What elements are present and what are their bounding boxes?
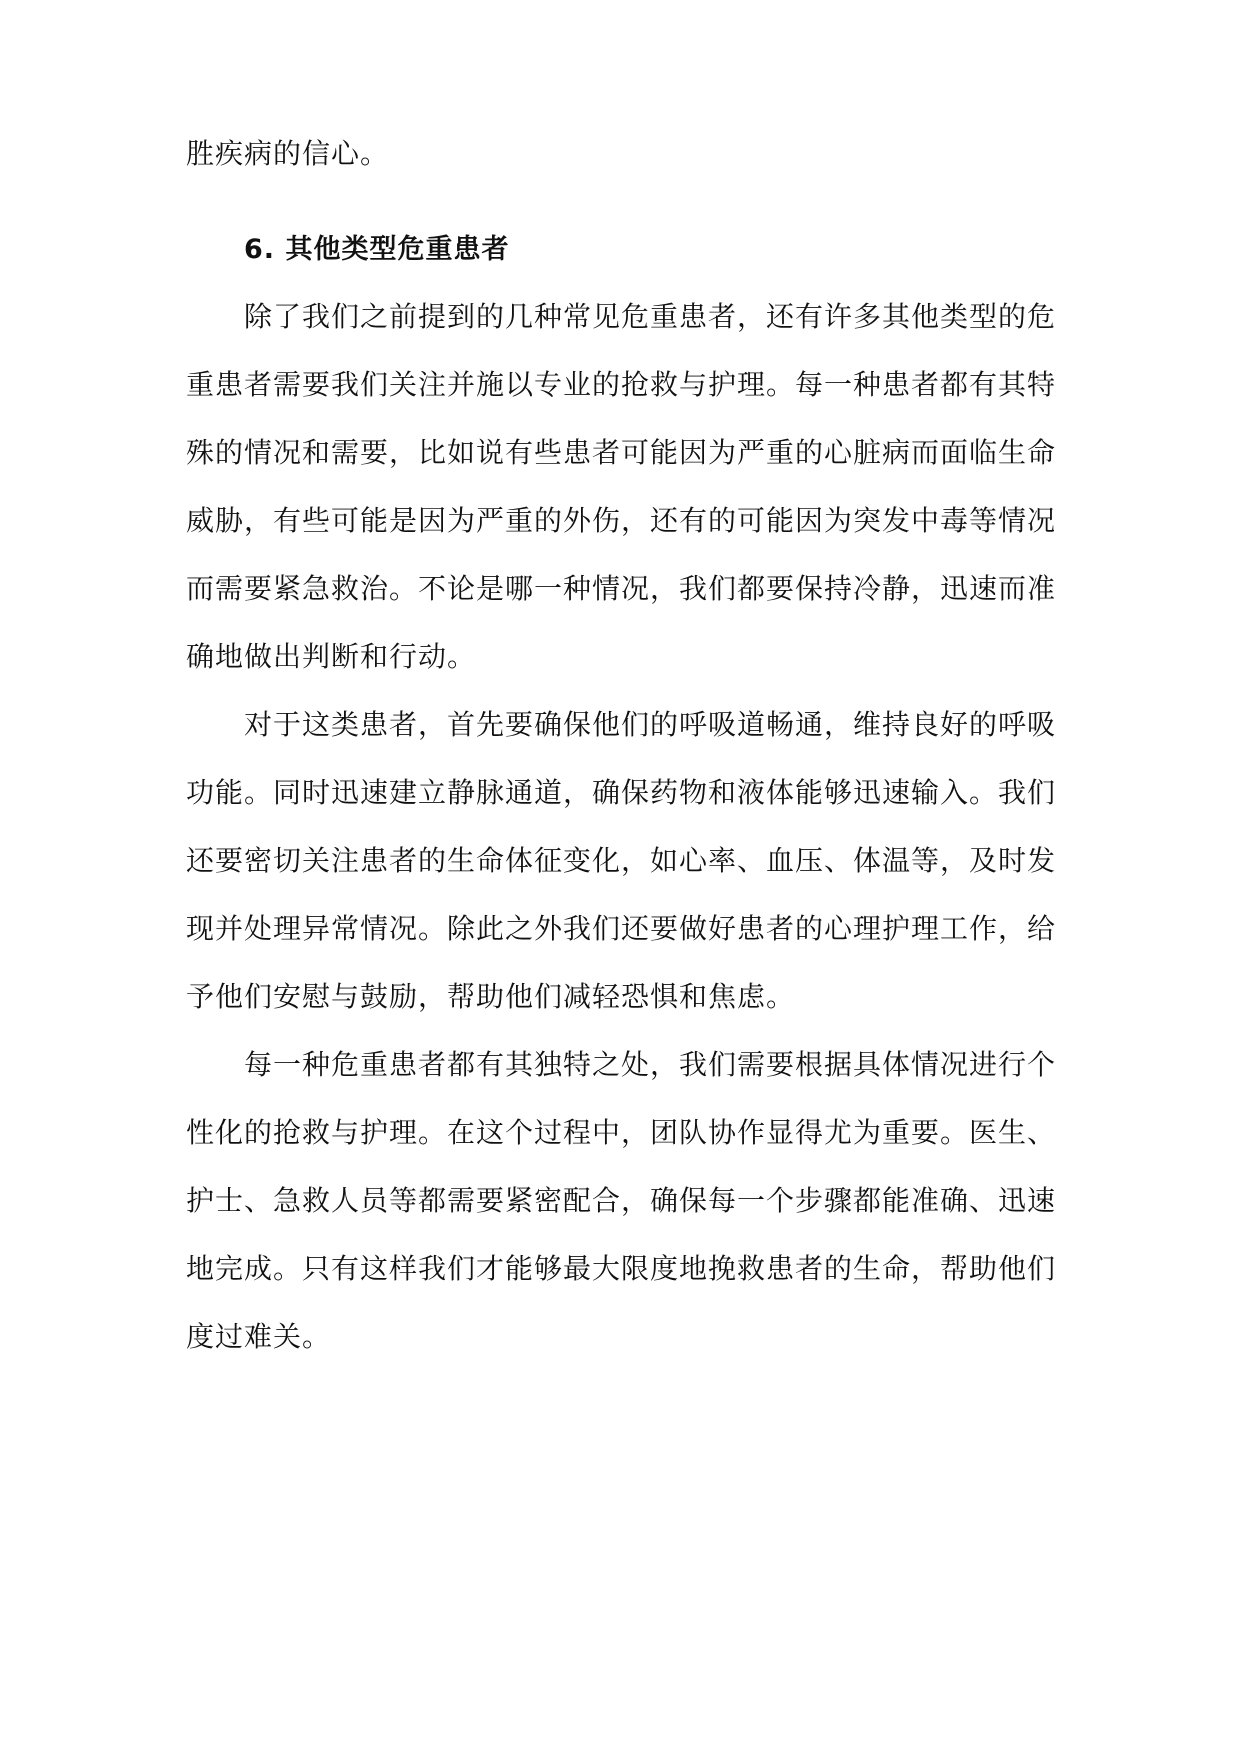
paragraph-line: 现并处理异常情况。除此之外我们还要做好患者的心理护理工作，给 [186, 912, 1057, 945]
paragraph-line: 予他们安慰与鼓励，帮助他们减轻恐惧和焦虑。 [186, 980, 796, 1013]
paragraph-line: 而需要紧急救治。不论是哪一种情况，我们都要保持冷静，迅速而准 [186, 572, 1057, 605]
continuation-line: 胜疾病的信心。 [186, 137, 390, 170]
paragraph-line: 殊的情况和需要，比如说有些患者可能因为严重的心脏病而面临生命 [186, 436, 1057, 469]
paragraph-line: 地完成。只有这样我们才能够最大限度地挽救患者的生命，帮助他们 [186, 1252, 1057, 1285]
section-heading: 6. 其他类型危重患者 [244, 234, 510, 265]
paragraph-line: 除了我们之前提到的几种常见危重患者，还有许多其他类型的危 [244, 300, 1057, 333]
paragraph-line: 度过难关。 [186, 1320, 332, 1353]
paragraph-line: 重患者需要我们关注并施以专业的抢救与护理。每一种患者都有其特 [186, 368, 1057, 401]
paragraph-line: 确地做出判断和行动。 [186, 640, 477, 673]
paragraph-line: 护士、急救人员等都需要紧密配合，确保每一个步骤都能准确、迅速 [186, 1184, 1057, 1217]
paragraph-line: 还要密切关注患者的生命体征变化，如心率、血压、体温等，及时发 [186, 844, 1057, 877]
paragraph-line: 性化的抢救与护理。在这个过程中，团队协作显得尤为重要。医生、 [186, 1116, 1057, 1149]
paragraph-line: 对于这类患者，首先要确保他们的呼吸道畅通，维持良好的呼吸 [244, 708, 1057, 741]
paragraph-line: 功能。同时迅速建立静脉通道，确保药物和液体能够迅速输入。我们 [186, 776, 1057, 809]
paragraph-line: 每一种危重患者都有其独特之处，我们需要根据具体情况进行个 [244, 1048, 1057, 1081]
paragraph-line: 威胁，有些可能是因为严重的外伤，还有的可能因为突发中毒等情况 [186, 504, 1057, 537]
